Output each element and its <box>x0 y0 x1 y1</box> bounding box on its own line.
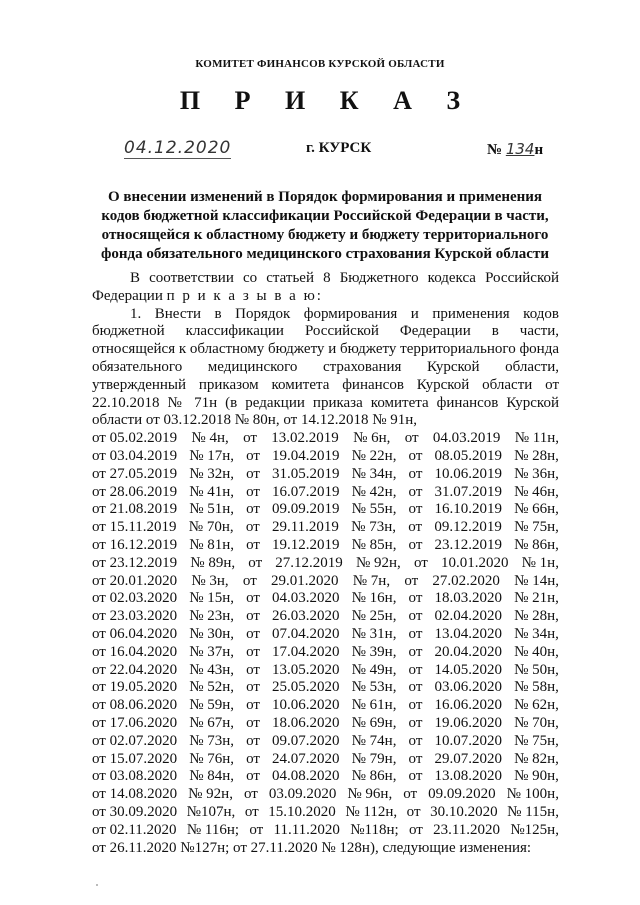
amendment-cell: № 70н, <box>188 519 234 536</box>
committee-name: КОМИТЕТ ФИНАНСОВ КУРСКОЙ ОБЛАСТИ <box>195 58 445 70</box>
amendment-cell: № 14н, <box>514 572 559 589</box>
amendment-cell: 30.10.2020 <box>430 803 498 820</box>
amendment-cell: № 42н, <box>351 483 397 500</box>
amendment-cell: от 27.05.2019 <box>92 465 178 482</box>
amendment-row <box>92 715 559 733</box>
amendment-cell: 15.10.2020 <box>268 803 336 820</box>
amendment-cell: 10.06.2019 <box>434 465 502 482</box>
amendment-cell: от 08.06.2020 <box>92 697 178 714</box>
amendment-cell: 17.04.2020 <box>272 643 340 660</box>
amendment-cell: 08.05.2019 <box>434 447 502 464</box>
amendment-cell: 13.04.2020 <box>434 625 502 642</box>
amendment-cell: 04.03.2020 <box>272 590 340 607</box>
amendment-cell: от <box>408 643 423 660</box>
amendment-row <box>92 644 559 662</box>
amendment-cell: от <box>246 643 260 660</box>
amendment-cell: от 03.04.2019 <box>92 447 178 464</box>
amendment-cell: 16.06.2020 <box>434 697 502 714</box>
order-subject: О внесении изменений в Порядок формирования и применения кодов бюджетной классификации Российской Федерации в части, относящейся к областному бюджету и бюджету территориального фонда обязательного медицинского страхования Курской области <box>101 189 549 262</box>
amendment-cell: от <box>244 803 259 820</box>
amendment-cell: № 51н, <box>189 501 235 518</box>
amendment-cell: 29.07.2020 <box>434 750 502 767</box>
amendment-cell: от <box>246 768 260 785</box>
amendment-cell: № 52н, <box>189 679 235 696</box>
amendment-cell: от <box>246 661 260 678</box>
amendment-cell: от <box>408 679 423 696</box>
amendment-cell: № 37н, <box>189 643 235 660</box>
order-meta <box>0 138 640 164</box>
amendment-cell: от <box>246 714 260 731</box>
amendment-cell: от <box>249 821 264 838</box>
amendment-row <box>92 537 559 555</box>
amendment-cell: 03.06.2020 <box>434 679 502 696</box>
amendment-cell: от 23.03.2020 <box>92 608 178 625</box>
amendment-cell: от 15.11.2019 <box>92 519 177 536</box>
amendment-row <box>92 590 559 608</box>
amendment-cell: от <box>246 501 260 518</box>
amendment-cell: 31.05.2019 <box>272 465 340 482</box>
amendment-cell: от <box>408 661 423 678</box>
amendment-cell: 10.01.2020 <box>440 554 509 571</box>
amendment-cell: № 34н, <box>514 625 559 642</box>
amendment-cell: № 15н, <box>189 590 235 607</box>
amendment-cell: 02.04.2020 <box>434 608 502 625</box>
amendment-cell: от 05.02.2019 <box>92 430 178 447</box>
amendment-row <box>92 822 559 840</box>
amendment-cell: № 22н, <box>351 447 397 464</box>
amendment-cell: 18.06.2020 <box>272 714 340 731</box>
amendment-cell: № 75н, <box>514 519 559 536</box>
amendment-cell: от <box>408 447 423 464</box>
amendment-row <box>92 662 559 680</box>
intro-text: В соответствии со статьей 8 Бюджетного кодекса Российской Федерации <box>92 270 559 304</box>
amendment-cell: от <box>413 554 428 571</box>
amendment-cell: от <box>408 590 423 607</box>
amendment-cell: 27.02.2020 <box>432 572 500 589</box>
amendment-cell: от 02.11.2020 <box>92 821 177 838</box>
amendment-cell: от 15.07.2020 <box>92 750 178 767</box>
amendment-row <box>92 448 559 466</box>
amendment-cell: № 34н, <box>351 465 397 482</box>
amendment-cell: от 03.08.2020 <box>92 768 178 785</box>
amendment-cell: №118н; <box>350 821 399 838</box>
amendment-cell: 13.02.2019 <box>271 430 339 447</box>
amendment-cell: от 21.08.2019 <box>92 501 178 518</box>
paragraph-1-ending: от 26.11.2020 №127н; от 27.11.2020 № 128н), следующие изменения: <box>92 839 532 856</box>
amendment-cell: от <box>408 732 423 749</box>
amendment-cell: от <box>408 465 423 482</box>
amendment-cell: 09.09.2020 <box>428 786 496 803</box>
amendment-cell: 27.12.2019 <box>275 554 343 571</box>
amendment-cell: № 7н, <box>352 572 391 589</box>
amendment-cell: 16.10.2019 <box>434 501 502 518</box>
amendment-cell: от <box>246 465 260 482</box>
amendment-cell: от <box>408 714 423 731</box>
amendment-cell: 09.09.2019 <box>272 501 340 518</box>
order-number <box>487 140 543 159</box>
amendment-cell: от 28.06.2019 <box>92 483 178 500</box>
amendment-cell: № 36н, <box>514 465 559 482</box>
amendment-cell: № 76н, <box>189 750 235 767</box>
amendment-cell: от <box>243 786 258 803</box>
handwritten-date: 04.12.2020 <box>124 138 232 158</box>
amendment-cell: № 16н, <box>351 590 397 607</box>
amendment-cell: № 32н, <box>189 465 235 482</box>
amendment-cell: 16.07.2019 <box>272 483 340 500</box>
amendment-cell: № 17н, <box>189 447 235 464</box>
amendment-cell: от <box>248 554 263 571</box>
city: г. КУРСК <box>306 140 372 156</box>
order-title: П Р И К А З <box>179 86 475 115</box>
amendment-cell: 10.06.2020 <box>272 697 340 714</box>
amendment-row <box>92 626 559 644</box>
amendment-cell: от <box>408 536 423 553</box>
amendment-cell: № 74н, <box>351 732 397 749</box>
amendment-cell: от <box>243 430 257 447</box>
amendment-cell: 14.05.2020 <box>434 661 502 678</box>
amendment-cell: № 82н, <box>514 750 559 767</box>
amendment-row <box>92 786 559 804</box>
amendment-cell: 03.09.2020 <box>268 786 337 803</box>
amendment-cell: 19.06.2020 <box>434 714 502 731</box>
amendment-row <box>92 733 559 751</box>
amendment-cell: № 92н, <box>355 554 401 571</box>
paragraph-1: 1. Внести в Порядок формирования и применения кодов бюджетной классификации Российской Федерации в части, относящейся к областному бюджету и бюджету территориального фонда обязательного медицинского страхования Курской области, утвержденный приказом комитета финансов Курской области от 22.10.2018 № 71н (в редакции приказа комитета финансов Курской области от 03.12.2018 № 80н, от 14.12.2018 № 91н, <box>92 305 559 429</box>
amendment-cell: № 89н, <box>190 554 236 571</box>
amendment-cell: № 85н, <box>351 536 397 553</box>
amendment-cell: № 100н, <box>506 786 559 803</box>
amendment-cell: 20.04.2020 <box>434 643 502 660</box>
amendment-cell: № 53н, <box>351 679 397 696</box>
amendment-cell: от <box>403 786 418 803</box>
amendment-cell: № 11н, <box>514 430 559 447</box>
amendment-cell: от <box>408 501 423 518</box>
amendment-cell: 18.03.2020 <box>434 590 502 607</box>
amendment-cell: 19.12.2019 <box>272 536 340 553</box>
amendment-cell: 31.07.2019 <box>434 483 502 500</box>
amendment-cell: от <box>246 679 260 696</box>
amendment-cell: № 73н, <box>351 519 396 536</box>
amendment-row <box>92 555 559 573</box>
amendment-row <box>92 573 559 591</box>
amendment-row <box>92 501 559 519</box>
amendment-cell: от 22.04.2020 <box>92 661 178 678</box>
number-suffix: н <box>534 142 544 158</box>
amendment-cell: № 90н, <box>514 768 559 785</box>
amendment-cell: № 43н, <box>189 661 235 678</box>
amendment-cell: от 14.08.2020 <box>92 786 178 803</box>
amendment-cell: от 17.06.2020 <box>92 714 178 731</box>
amendment-cell: 23.11.2020 <box>433 821 501 838</box>
amendment-cell: от 16.04.2020 <box>92 643 178 660</box>
amendment-cell: № 41н, <box>189 483 235 500</box>
amendment-cell: № 96н, <box>347 786 393 803</box>
amendment-cell: от <box>246 590 260 607</box>
amendment-cell: № 75н, <box>514 732 559 749</box>
order-verb: п р и к а з ы в а ю: <box>166 287 323 304</box>
amendment-cell: от <box>246 447 260 464</box>
amendment-cell: № 73н, <box>189 732 235 749</box>
handwritten-number: 134 <box>505 140 535 158</box>
amendment-cell: № 84н, <box>189 768 235 785</box>
amendment-cell: 09.12.2019 <box>434 519 502 536</box>
amendment-row <box>92 519 559 537</box>
amendment-cell: от 02.03.2020 <box>92 590 178 607</box>
amendment-cell: № 31н, <box>351 625 397 642</box>
number-prefix: № <box>487 142 506 158</box>
amendment-cell: № 79н, <box>351 750 397 767</box>
amendment-cell: № 40н, <box>514 643 559 660</box>
amendment-cell: от 02.07.2020 <box>92 732 178 749</box>
amendment-cell: № 50н, <box>514 661 559 678</box>
amendment-cell: № 92н, <box>188 786 233 803</box>
amendment-cell: от <box>246 732 260 749</box>
amendment-cell: от <box>408 768 423 785</box>
amendment-cell: от 06.04.2020 <box>92 625 178 642</box>
amendment-row <box>92 484 559 502</box>
order-body <box>92 270 559 857</box>
amendment-cell: 09.07.2020 <box>272 732 340 749</box>
amendment-cell: № 49н, <box>351 661 397 678</box>
amendment-cell: 19.04.2019 <box>272 447 340 464</box>
amendment-row <box>92 466 559 484</box>
amendment-row <box>92 804 559 822</box>
amendment-row <box>92 768 559 786</box>
amendment-cell: 13.08.2020 <box>434 768 502 785</box>
amendment-cell: № 1н, <box>521 554 559 571</box>
amendment-cell: 23.12.2019 <box>434 536 502 553</box>
amendment-cell: № 6н, <box>353 430 391 447</box>
amendment-cell: 04.03.2019 <box>432 430 501 447</box>
amendment-cell: № 67н, <box>189 714 235 731</box>
amendment-cell: от <box>408 483 423 500</box>
amendment-cell: 26.03.2020 <box>272 608 340 625</box>
amendment-cell: от <box>246 608 260 625</box>
amendment-cell: № 58н, <box>514 679 559 696</box>
amendment-cell: № 112н, <box>345 803 398 820</box>
amendment-cell: № 59н, <box>189 697 235 714</box>
amendment-row <box>92 697 559 715</box>
amendment-cell: № 28н, <box>514 608 559 625</box>
amendment-cell: № 70н, <box>514 714 559 731</box>
amendment-cell: от 23.12.2019 <box>92 554 178 571</box>
amendment-row <box>92 608 559 626</box>
amendment-cell: № 55н, <box>351 501 397 518</box>
amendment-cell: от <box>408 625 423 642</box>
amendment-cell: от <box>408 608 423 625</box>
amendment-cell: № 28н, <box>514 447 559 464</box>
amendment-row <box>92 679 559 697</box>
amendment-cell: № 30н, <box>189 625 235 642</box>
amendment-cell: № 115н, <box>507 803 559 820</box>
amendment-cell: № 39н, <box>351 643 397 660</box>
amendment-cell: от <box>404 572 419 589</box>
amendment-row <box>92 751 559 769</box>
amendment-cell: от <box>245 519 260 536</box>
amendment-cell: № 3н, <box>191 572 229 589</box>
scan-speck <box>96 884 98 886</box>
amendment-cell: от <box>406 803 421 820</box>
amendment-cell: от <box>404 430 419 447</box>
amendment-cell: от 19.05.2020 <box>92 679 178 696</box>
amendment-cell: № 66н, <box>514 501 559 518</box>
amendment-cell: №125н, <box>510 821 559 838</box>
amendment-cell: 29.01.2020 <box>271 572 339 589</box>
amendment-cell: № 25н, <box>351 608 397 625</box>
amendment-cell: 25.05.2020 <box>272 679 340 696</box>
amendment-cell: №107н, <box>186 803 236 820</box>
amendment-cell: от <box>246 483 260 500</box>
amendment-list <box>92 430 559 839</box>
amendment-cell: от <box>246 536 260 553</box>
amendment-cell: № 23н, <box>189 608 235 625</box>
amendment-cell: 07.04.2020 <box>272 625 340 642</box>
amendment-cell: № 81н, <box>189 536 235 553</box>
amendment-cell: от 30.09.2020 <box>92 803 178 820</box>
amendment-cell: № 46н, <box>514 483 559 500</box>
amendment-cell: 04.08.2020 <box>272 768 340 785</box>
intro-paragraph <box>92 270 559 306</box>
amendment-cell: 24.07.2020 <box>272 750 340 767</box>
amendment-cell: № 4н, <box>191 430 229 447</box>
amendment-cell: № 69н, <box>351 714 397 731</box>
amendment-row <box>92 430 559 448</box>
amendment-cell: от <box>408 697 423 714</box>
amendment-cell: 11.11.2020 <box>273 821 340 838</box>
amendment-cell: № 86н, <box>351 768 397 785</box>
amendment-cell: от <box>408 821 423 838</box>
amendment-cell: от 20.01.2020 <box>92 572 178 589</box>
amendment-cell: от <box>408 519 423 536</box>
amendment-cell: 29.11.2019 <box>271 519 339 536</box>
amendment-cell: № 21н, <box>514 590 559 607</box>
amendment-cell: № 62н, <box>514 697 559 714</box>
amendment-cell: от <box>246 625 260 642</box>
amendment-cell: 13.05.2020 <box>272 661 340 678</box>
amendment-cell: от <box>408 750 423 767</box>
amendment-cell: № 86н, <box>514 536 559 553</box>
amendment-cell: от <box>246 697 260 714</box>
amendment-cell: 10.07.2020 <box>434 732 502 749</box>
amendment-cell: от 16.12.2019 <box>92 536 178 553</box>
amendment-cell: № 116н; <box>186 821 240 838</box>
amendment-cell: № 61н, <box>351 697 397 714</box>
amendment-cell: от <box>242 572 257 589</box>
amendment-cell: от <box>246 750 260 767</box>
